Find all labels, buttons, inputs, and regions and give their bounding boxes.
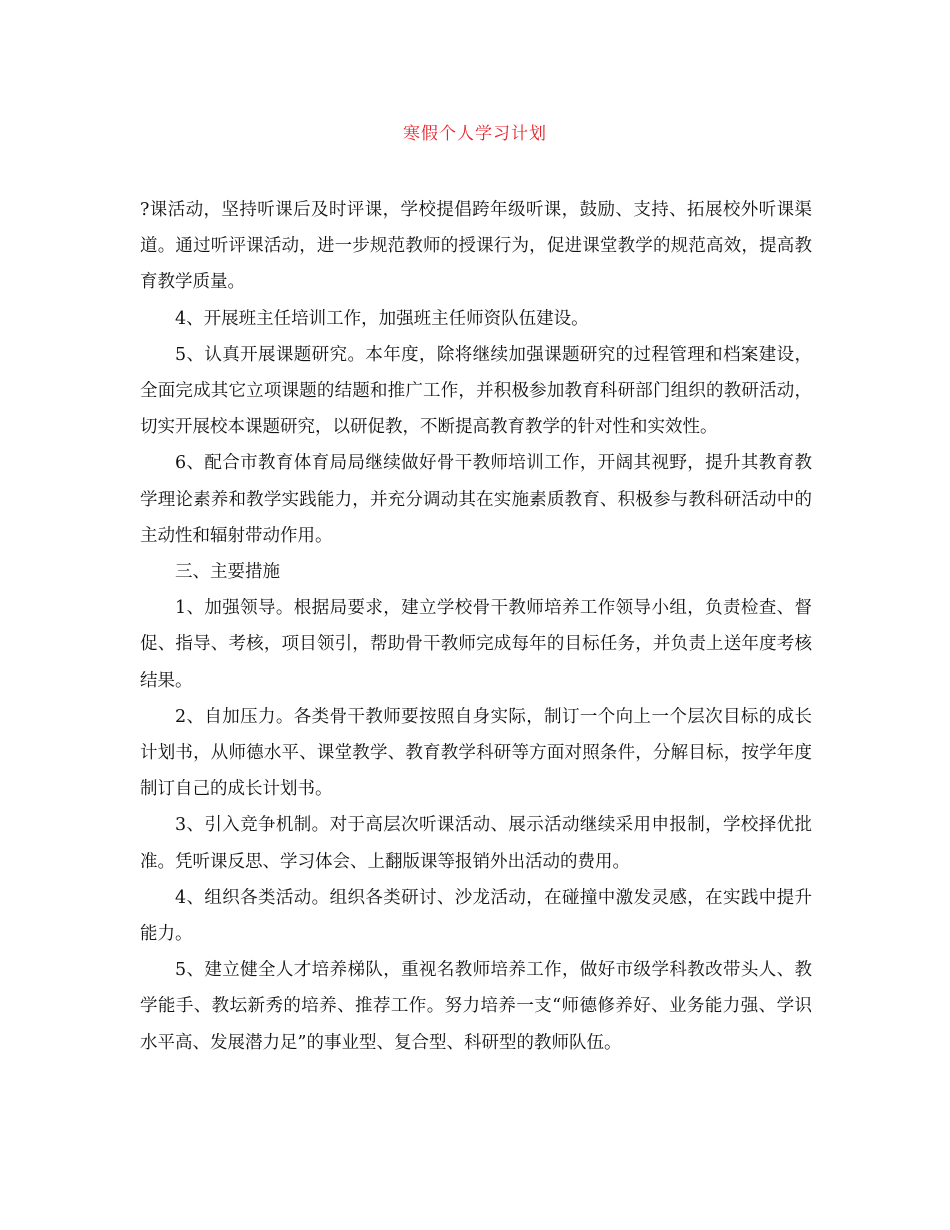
document-body: [140, 192, 812, 1061]
paragraph-7: 2、自加压力。各类骨干教师要按照自身实际，制订一个向上一个层次目标的成长计划书，从师德水平、课堂教学、教育教学科研等方面对照条件，分解目标，按学年度制订自己的成长计划书。: [140, 706, 812, 800]
paragraph-9: 4、组织各类活动。组织各类研讨、沙龙活动，在碰撞中激发灵感，在实践中提升能力。: [140, 887, 812, 945]
document-title: 寒假个人学习计划: [403, 124, 547, 144]
paragraph-6: 1、加强领导。根据局要求，建立学校骨干教师培养工作领导小组，负责检查、督促、指导、考核，项目领引，帮助骨干教师完成每年的目标任务，并负责上送年度考核结果。: [140, 598, 812, 691]
section-heading-main-measures: 三、主要措施: [175, 562, 280, 583]
paragraph-4: 6、配合市教育体育局局继续做好骨干教师培训工作，开阔其视野，提升其教育教学理论素养和教学实践能力，并充分调动其在实施素质教育、积极参与教科研活动中的主动性和辐射带动作用。: [140, 453, 812, 546]
paragraph-10: 5、建立健全人才培养梯队，重视名教师培养工作，做好市级学科教改带头人、教学能手、教坛新秀的培养、推荐工作。努力培养一支“师德修养好、业务能力强、学识水平高、发展潜力足”的事业型、复合型、科研型的教师队伍。: [140, 960, 812, 1053]
paragraph-3: 5、认真开展课题研究。本年度，除将继续加强课题研究的过程管理和档案建设，全面完成其它立项课题的结题和推广工作，并积极参加教育科研部门组织的教研活动，切实开展校本课题研究，以研促教，不断提高教育教学的针对性和实效性。: [140, 344, 812, 438]
paragraph-2: 4、开展班主任培训工作，加强班主任师资队伍建设。: [175, 308, 589, 329]
paragraph-8: 3、引入竞争机制。对于高层次听课活动、展示活动继续采用申报制，学校择优批准。凭听课反思、学习体会、上翻版课等报销外出活动的费用。: [140, 815, 812, 872]
paragraph-1: ?课活动，坚持听课后及时评课，学校提倡跨年级听课，鼓励、支持、拓展校外听课渠道。通过听评课活动，进一步规范教师的授课行为，促进课堂教学的规范高效，提高教育教学质量。: [140, 200, 812, 293]
